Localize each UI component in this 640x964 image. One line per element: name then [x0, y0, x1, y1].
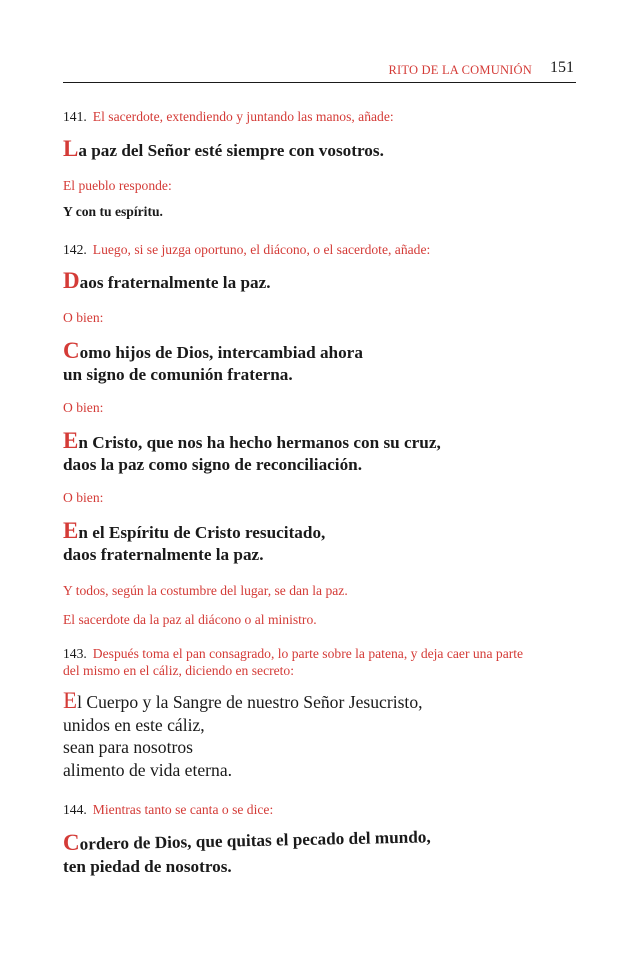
or-rubric: O bien: [63, 400, 104, 415]
commingling-prayer: El Cuerpo y la Sangre de nuestro Señor Jesucristo, unidos en este cáliz, sean para nosotros alimento de vida eterna. [63, 688, 423, 780]
sign-of-peace-rubric: Y todos, según la costumbre del lugar, se dan la paz. [63, 583, 348, 598]
alternative-invitation-2: En Cristo, que nos ha hecho hermanos con su cruz, daos la paz como signo de reconciliación. [63, 428, 441, 474]
paragraph-number: 143. [63, 646, 87, 661]
rubric-text: El sacerdote, extendiendo y juntando las manos, añade: [92, 109, 394, 124]
people-rubric: El pueblo responde: [63, 178, 172, 193]
alternative-invitation-3: En el Espíritu de Cristo resucitado, daos fraternalmente la paz. [63, 518, 326, 564]
page-number: 151 [550, 59, 574, 76]
deacon-rubric: El sacerdote da la paz al diácono o al ministro. [63, 612, 317, 627]
people-response: Y con tu espíritu. [63, 204, 163, 219]
rubric-text: Mientras tanto se canta o se dice: [92, 802, 274, 817]
drop-initial: D [63, 268, 80, 293]
drop-initial: L [63, 136, 79, 161]
or-rubric: O bien: [63, 310, 104, 325]
rubric-144 [63, 801, 583, 818]
or-rubric: O bien: [63, 490, 104, 505]
drop-initial: C [63, 338, 80, 363]
paragraph-number: 142. [63, 242, 87, 257]
rubric-143: 143. Después toma el pan consagrado, lo parte sobre la patena, y deja caer una parte del mismo en el cáliz, diciendo en secreto: [63, 646, 524, 678]
page-content [63, 108, 583, 878]
paragraph-number: 144. [63, 802, 87, 817]
drop-initial: C [62, 829, 80, 855]
drop-initial: E [63, 518, 79, 543]
rubric-142 [63, 241, 583, 258]
invitation-text: Daos fraternalmente la paz. [63, 268, 271, 293]
rubric-text: Luego, si se juzga oportuno, el diácono, o el sacerdote, añade: [92, 242, 431, 257]
greeting-text: La paz del Señor esté siempre con vosotros. [63, 136, 384, 161]
paragraph-number: 141. [63, 109, 87, 124]
rubric-141 [63, 108, 583, 125]
agnus-dei-text: Cordero de Dios, que quitas el pecado del mundo, ten piedad de nosotros. [62, 827, 431, 876]
drop-initial: E [63, 428, 79, 453]
alternative-invitation-1: Como hijos de Dios, intercambiad ahora un signo de comunión fraterna. [63, 338, 363, 384]
section-title: RITO DE LA COMUNIÓN [388, 63, 532, 77]
drop-initial: E [63, 688, 78, 713]
running-header [63, 56, 576, 83]
